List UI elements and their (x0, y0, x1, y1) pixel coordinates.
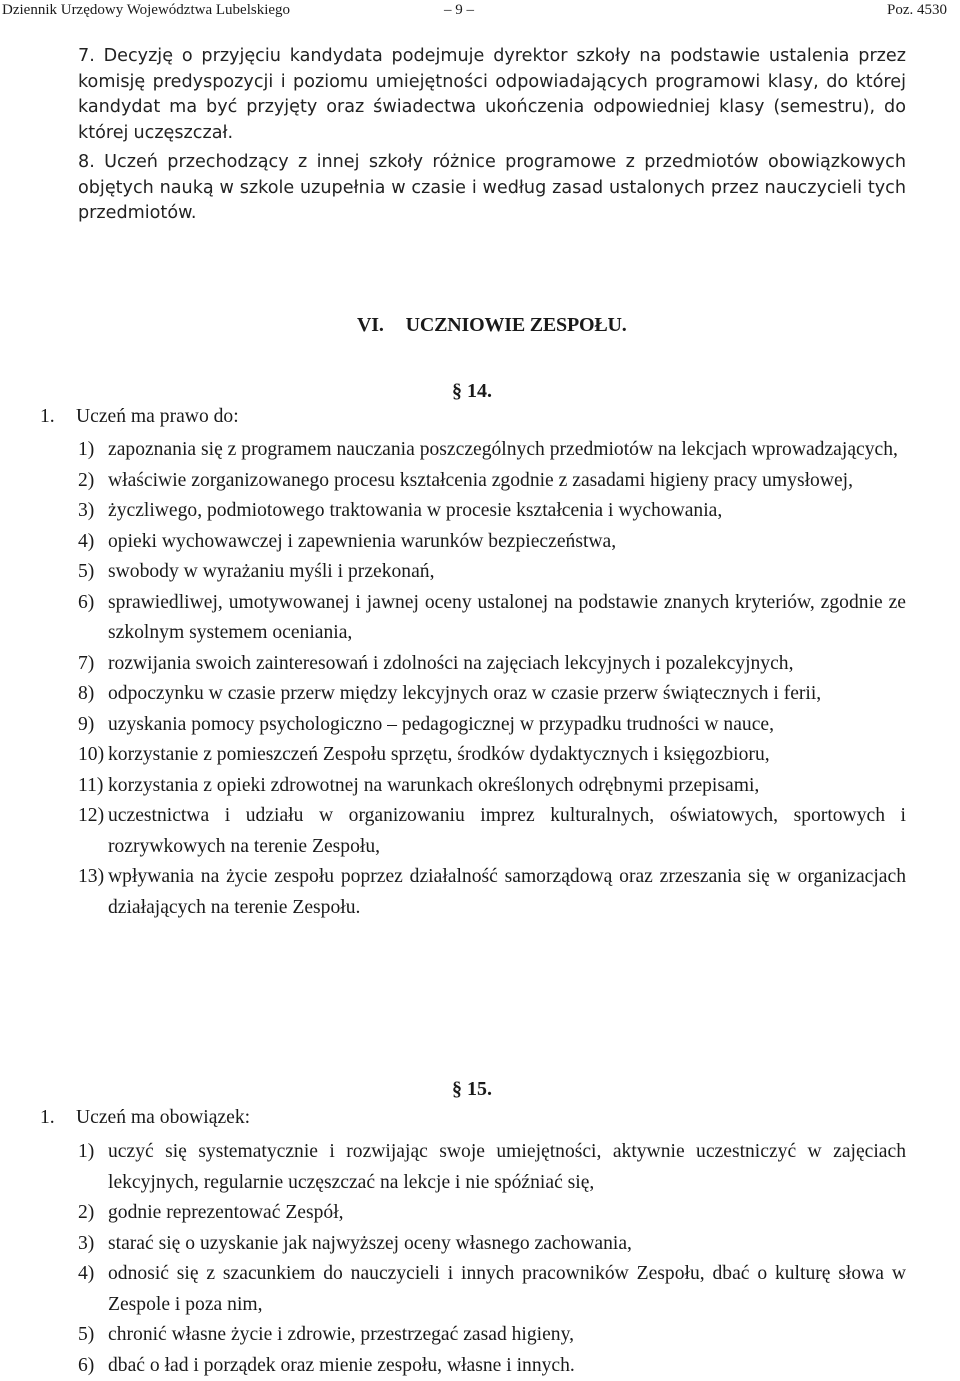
item-number: 5) (78, 1324, 95, 1345)
item-text: dbać o ład i porządek oraz mienie zespołu, własne i innych. (108, 1354, 575, 1376)
list-item (78, 771, 906, 802)
rights-list (78, 435, 906, 923)
item-text: właściwie zorganizowanego procesu kształcenia zgodnie z zasadami higieny pracy umysłowej, (108, 469, 854, 491)
item-number: 6) (78, 591, 95, 613)
item-text: uczestnictwa i udziału w organizowaniu imprez kulturalnych, oświatowych, sportowych i rozrywkowych na terenie Zespołu, (108, 805, 906, 857)
intro-number: 1. (40, 406, 55, 427)
intro-text: Uczeń ma prawo do: (76, 406, 239, 427)
list-item (78, 1351, 906, 1381)
item-number: 8) (78, 683, 95, 704)
list-item (78, 1137, 906, 1198)
list-item (78, 740, 906, 771)
item-number: 7) (78, 652, 95, 674)
item-number: 1) (78, 439, 95, 460)
section-14-title: § 14. (452, 380, 492, 402)
item-number: 11) (78, 774, 104, 796)
item-number: 13) (78, 866, 105, 887)
list-item (78, 435, 906, 466)
item-text: swobody w wyrażaniu myśli i przekonań, (108, 561, 435, 582)
chapter-number: VI. (357, 314, 384, 336)
item-text: starać się o uzyskanie jak najwyższej oceny własnego zachowania, (108, 1232, 632, 1254)
item-number: 2) (78, 469, 95, 491)
item-number: 3) (78, 1232, 95, 1254)
item-number: 3) (78, 500, 95, 521)
section-15-title: § 15. (452, 1078, 492, 1100)
item-number: 5) (78, 561, 95, 582)
item-number: 9) (78, 713, 95, 735)
position-number: Poz. 4530 (887, 2, 947, 18)
item-text: uzyskania pomocy psychologiczno – pedagogicznej w przypadku trudności w nauce, (108, 713, 774, 735)
item-text: sprawiedliwej, umotywowanej i jawnej oceny ustalonej na podstawie znanych kryteriów, zgodnie ze szkolnym systemem oceniania, (108, 591, 906, 643)
list-item (78, 1320, 906, 1351)
paragraph-text: Decyzję o przyjęciu kandydata podejmuje dyrektor szkoły na podstawie ustalenia przez komisję predyspozycji i poziomu umiejętności odpowiadających programowi klasy, do której kandydat ma być przyjęty oraz świadectwa ukończenia odpowiedniej klasy (semestru), do której uczęszczał. (78, 46, 906, 144)
item-number: 12) (78, 805, 105, 826)
item-number: 4) (78, 530, 95, 552)
chapter-heading (357, 314, 627, 337)
item-text: odpoczynku w czasie przerw między lekcyjnych oraz w czasie przerw świątecznych i ferii, (108, 683, 822, 704)
item-text: wpływania na życie zespołu poprzez działalność samorządową oraz zrzeszania się w organizacjach działających na terenie Zespołu. (108, 866, 906, 918)
paragraph-7 (78, 44, 906, 147)
list-item (78, 649, 906, 680)
item-text: godnie reprezentować Zespół, (108, 1202, 344, 1223)
list-item (78, 557, 906, 588)
section-14-intro (40, 406, 239, 428)
list-item (78, 1198, 906, 1229)
item-text: korzystania z opieki zdrowotnej na warunkach określonych odrębnymi przepisami, (108, 774, 760, 796)
paragraph-text: Uczeń przechodzący z innej szkoły różnice programowe z przedmiotów obowiązkowych objętych nauką w szkole uzupełnia w czasie i według zasad ustalonych przez nauczycieli tych przedmiotów. (78, 152, 906, 224)
list-item (78, 710, 906, 741)
item-number: 4) (78, 1263, 95, 1284)
paragraph-number: 8. (78, 152, 105, 172)
item-text: rozwijania swoich zainteresowań i zdolności na zajęciach lekcyjnych i pozalekcyjnych, (108, 652, 794, 674)
item-text: korzystanie z pomieszczeń Zespołu sprzętu, środków dydaktycznych i księgozbioru, (108, 744, 770, 765)
section-15-intro (40, 1107, 250, 1129)
list-item (78, 527, 906, 558)
list-item (78, 466, 906, 497)
duties-list (78, 1137, 906, 1381)
list-item (78, 679, 906, 710)
page-number: – 9 – (444, 2, 474, 18)
item-text: uczyć się systematycznie i rozwijając swoje umiejętności, aktywnie uczestniczyć w zajęciach lekcyjnych, regularnie uczęszczać na lekcje i nie spóźniać się, (108, 1141, 906, 1193)
list-item (78, 862, 906, 923)
paragraph-8 (78, 150, 906, 227)
list-item (78, 588, 906, 649)
item-text: chronić własne życie i zdrowie, przestrzegać zasad higieny, (108, 1324, 575, 1345)
intro-text: Uczeń ma obowiązek: (76, 1107, 251, 1128)
item-text: zapoznania się z programem nauczania poszczególnych przedmiotów na lekcjach wprowadzających, (108, 439, 898, 460)
chapter-title: UCZNIOWIE ZESPOŁU. (405, 314, 627, 336)
item-number: 6) (78, 1354, 95, 1376)
item-text: odnosić się z szacunkiem do nauczycieli i innych pracowników Zespołu, dbać o kulturę słowa w Zespole i poza nim, (108, 1263, 906, 1315)
list-item (78, 1229, 906, 1260)
page-header (2, 0, 947, 20)
list-item (78, 801, 906, 862)
item-number: 10) (78, 744, 105, 765)
item-text: opieki wychowawczej i zapewnienia warunków bezpieczeństwa, (108, 530, 617, 552)
intro-number: 1. (40, 1107, 55, 1128)
item-text: życzliwego, podmiotowego traktowania w procesie kształcenia i wychowania, (108, 500, 723, 521)
journal-title: Dziennik Urzędowy Województwa Lubelskiego (2, 2, 291, 18)
paragraph-number: 7. (78, 46, 104, 66)
item-number: 1) (78, 1141, 95, 1162)
list-item (78, 1259, 906, 1320)
list-item (78, 496, 906, 527)
item-number: 2) (78, 1202, 95, 1223)
